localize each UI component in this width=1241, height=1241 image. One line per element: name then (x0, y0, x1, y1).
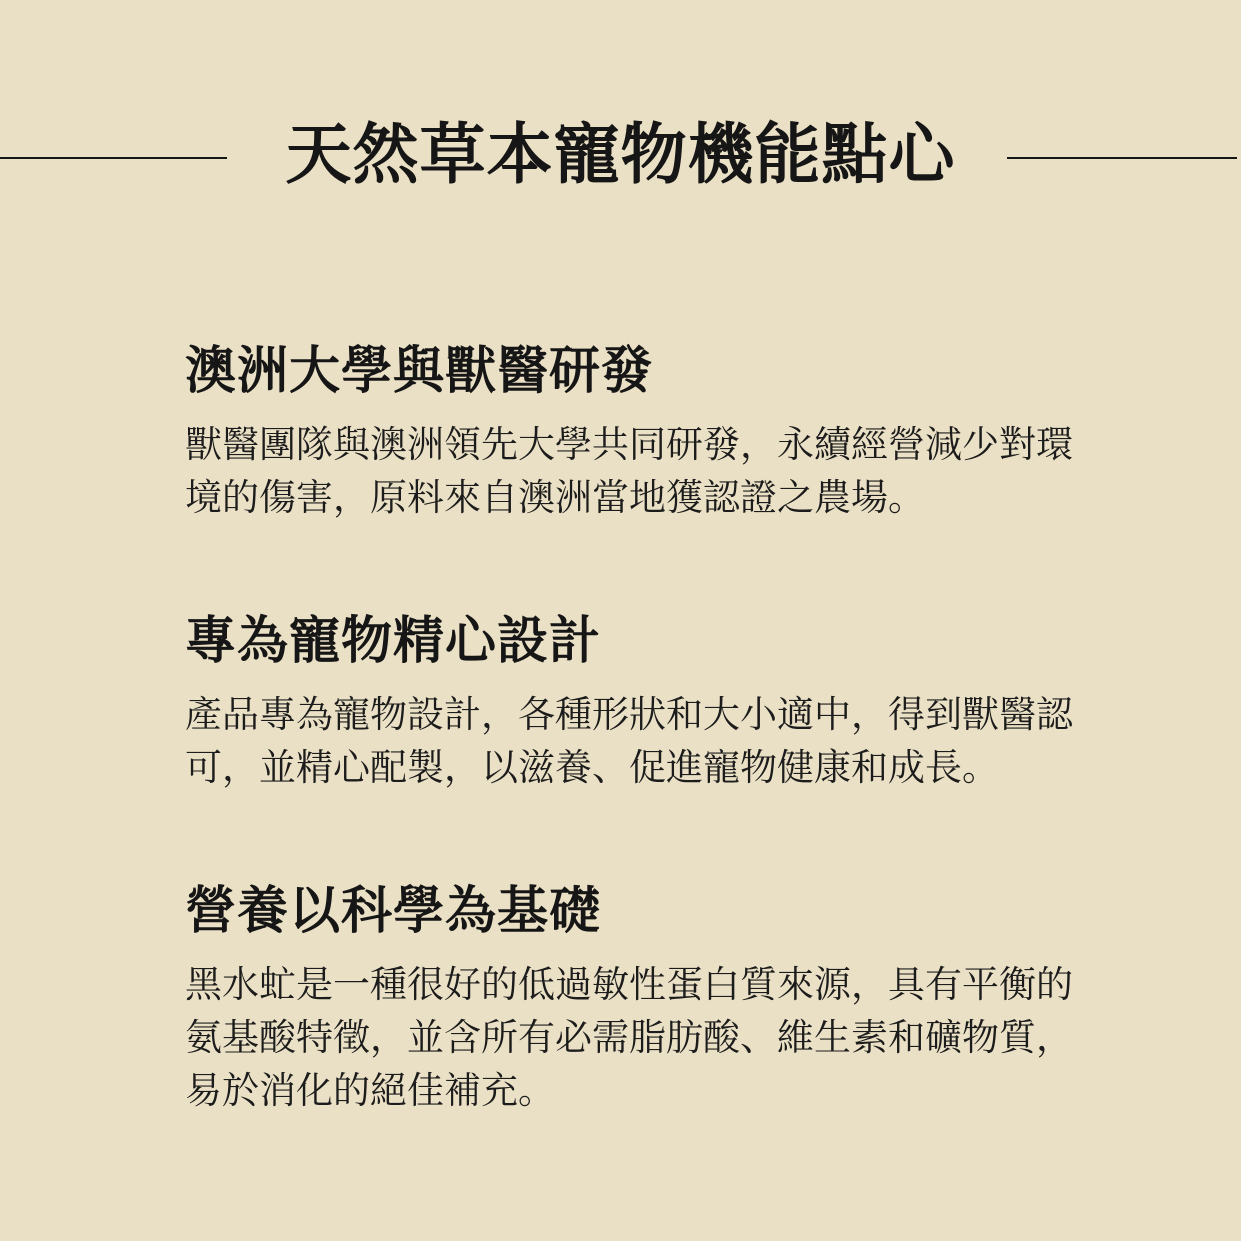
section-body (185, 958, 1105, 1117)
section-heading: 專為寵物精心設計 (185, 612, 602, 669)
section-heading: 營養以科學為基礎 (185, 882, 602, 939)
section-nutrition (185, 880, 1105, 1117)
body-line: 產品專為寵物設計，各種形狀和大小適中，得到獸醫認 (185, 694, 1073, 735)
section-research (185, 340, 1105, 524)
body-line: 獸醫團隊與澳洲領先大學共同研發，永續經營減少對環 (185, 424, 1073, 465)
section-body (185, 418, 1105, 524)
page-title: 天然草本寵物機能點心 (285, 117, 956, 191)
title-rule-right (1007, 157, 1237, 159)
body-line: 氨基酸特徵，並含所有必需脂肪酸、維生素和礦物質， (185, 1017, 1073, 1058)
body-line: 易於消化的絕佳補充。 (185, 1070, 555, 1111)
body-line: 黑水虻是一種很好的低過敏性蛋白質來源，具有平衡的 (185, 964, 1073, 1005)
body-line: 可，並精心配製，以滋養、促進寵物健康和成長。 (185, 747, 999, 788)
section-body (185, 688, 1105, 794)
section-heading: 澳洲大學與獸醫研發 (185, 342, 654, 399)
section-design (185, 610, 1105, 794)
body-line: 境的傷害，原料來自澳洲當地獲認證之農場。 (185, 477, 925, 518)
